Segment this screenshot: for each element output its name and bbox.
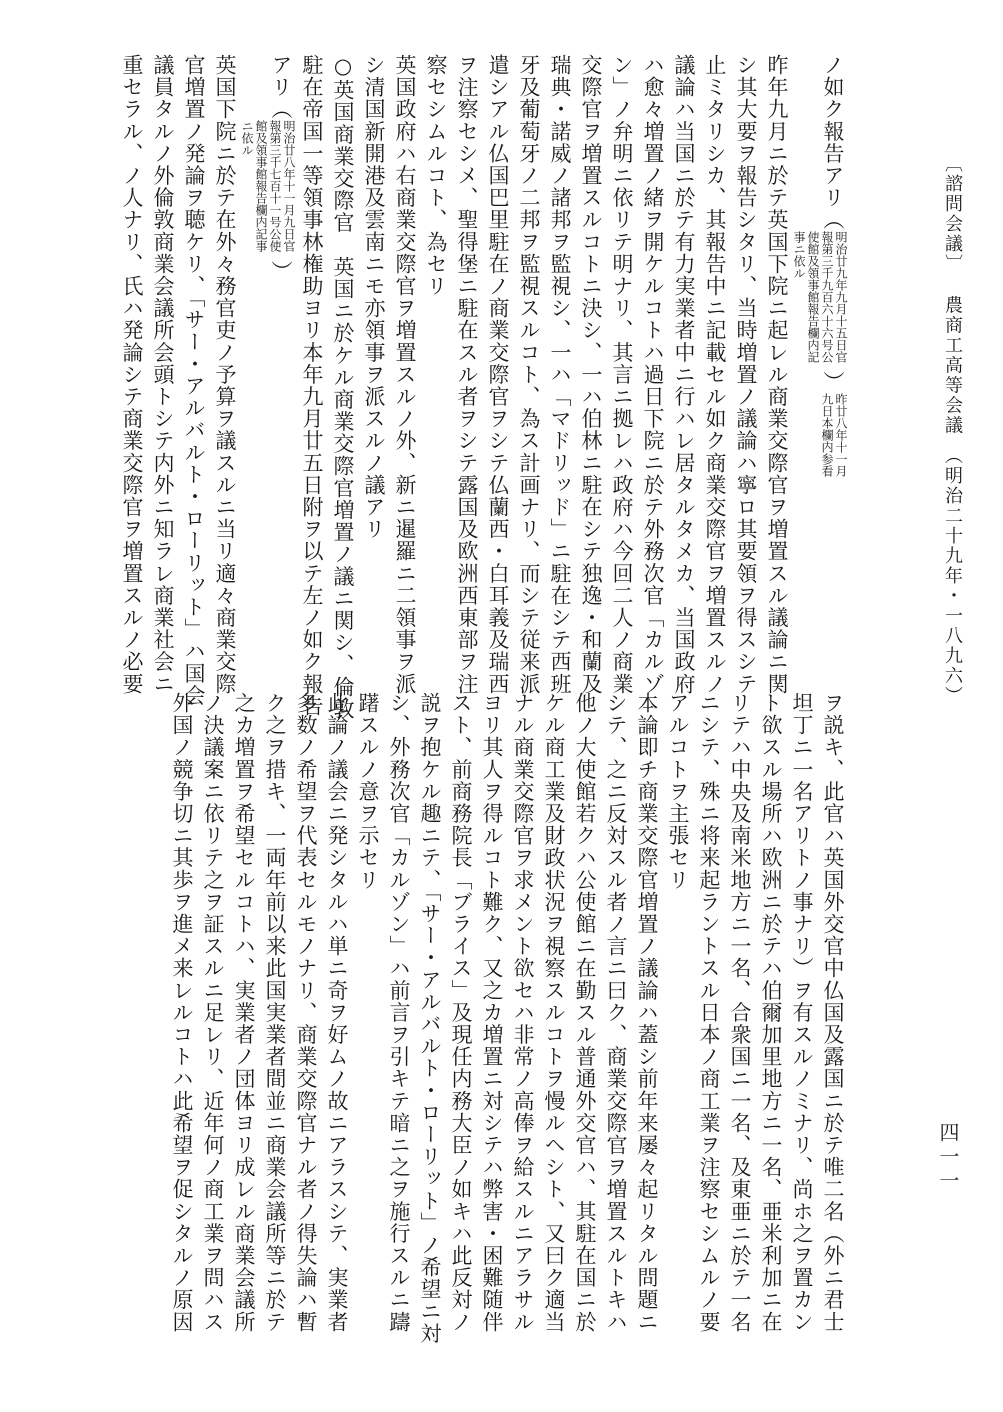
text-column: ヲ注察セシメ、聖得堡ニ駐在スル者ヲシテ露国及欧洲西東部ヲ注	[455, 54, 479, 695]
text-column: 止ミタリシカ、其報告中ニ記載セル如ク商業交際官ヲ増置スルノ	[703, 54, 727, 695]
text-column: シテ、之ニ反対スル者ノ言ニ曰ク、商業交際官ヲ増置スルトキハ	[604, 692, 628, 1333]
annotation-note: 昨廿八年十一月九日本欄内参看	[820, 392, 848, 477]
text-column: 英国下院ニ於テ在外々務官吏ノ予算ヲ議スルニ当リ適々商業交際	[213, 54, 237, 695]
text-column: 駐在帝国一等領事林権助ヨリ本年九月廿五日附ヲ以テ左ノ如ク報告	[300, 54, 324, 717]
text-column: 坦丁ニ一名アリトノ事ナリ）ヲ有スルノミナリ、尚ホ之ヲ置カン	[790, 692, 814, 1333]
text-column: ハ愈々増置ノ緒ヲ開ケルコトハ過日下院ニ於テ外務次官「カルゾ	[641, 54, 665, 695]
text-column: 英国政府ハ右商業交際官ヲ増置スルノ外、新ニ暹羅ニ二領事ヲ派	[393, 54, 417, 695]
text-column: 牙及葡萄牙ノ二邦ヲ監視スルコト、為ス計画ナリ、而シテ従来派	[517, 54, 541, 695]
text-column: ノ如ク報告アリ（明治廿九年九月十五日官報第三千九百六十六号公使館及領事館報告欄内記事ニ依ル）昨廿八年十一月九日本欄内参看	[792, 54, 848, 654]
text-column: ン」ノ弁明ニ依リテ明ナリ、其言ニ拠レハ政府ハ今回二人ノ商業	[610, 54, 634, 695]
section-heading-column: ○英国商業交際官 英国ニ於ケル商業交際官増置ノ議ニ関シ、倫敦	[331, 54, 355, 720]
text-column: ノ決議案ニ依リテ之ヲ証スルニ足レリ、近年何ノ商工業ヲ問ハス	[201, 692, 225, 1333]
upper-text-block	[120, 54, 848, 720]
running-header	[941, 154, 963, 706]
lower-text-block	[158, 692, 848, 1345]
text-column: 察セシムルコト、為セリ	[424, 54, 448, 298]
text-column: 議員タルノ外倫敦商業会議所会頭トシテ内外ニ知ラレ商業社会ニ	[151, 54, 175, 695]
text-column: 外国ノ競争切ニ其歩ヲ進メ来レルコトハ此希望ヲ促シタルノ原因	[170, 692, 194, 1333]
text-column: ト欲スル場所ハ欧洲ニ於テハ伯爾加里地方ニ一名、亜米利加ニ在	[759, 692, 783, 1333]
text-column: 此論ノ議会ニ発シタルハ単ニ奇ヲ好ムノ故ニアラスシテ、実業者	[325, 692, 349, 1333]
text-column: 躇スルノ意ヲ示セリ	[356, 692, 380, 891]
text-column: 説ヲ抱ケル趣ニテ、「サー・アルバルト・ローリット」ノ希望ニ対	[418, 692, 442, 1345]
text-column: 昨年九月ニ於テ英国下院ニ起レル商業交際官ヲ増置スル議論ニ関	[765, 54, 789, 695]
text-column: 官増置ノ発論ヲ聴ケリ、「サー・アルバルト・ローリット」ハ国会	[182, 54, 206, 707]
annotation-note: 明治廿九年九月十五日官報第三千九百六十六号公使館及領事館報告欄内記事ニ依ル	[792, 230, 848, 363]
text-column: シ清国新開港及雲南ニモ亦領事ヲ派スルノ議アリ	[362, 54, 386, 541]
text-column: アリ（明治廿八年十一月九日官報第三千七百十一号公使館及領事館報告欄内記事ニ依ル）	[240, 54, 296, 283]
text-column: 他ノ大使館若クハ公使館ニ在勤スル普通外交官ハ、其駐在国ニ於	[573, 692, 597, 1333]
header-category: 〔諮問会議〕	[942, 154, 963, 274]
text-column: シ其大要ヲ報告シタリ、当時増置ノ議論ハ寧ロ其要領ヲ得スシテ	[734, 54, 758, 695]
text-column: 之カ増置ヲ希望セルコトハ、実業者ノ団体ヨリ成レル商業会議所	[232, 692, 256, 1333]
header-title: 農商工高等会議	[942, 295, 963, 436]
text-column: ナル商業交際官ヲ求メント欲セハ非常ノ高俸ヲ給スルニアラサル	[511, 692, 535, 1333]
text-column: 重セラル、ノ人ナリ、氏ハ発論シテ商業交際官ヲ増置スルノ必要	[120, 54, 144, 695]
text-column: 議論ハ当国ニ於テ有力実業者中ニ行ハレ居タルタメカ、当国政府	[672, 54, 696, 695]
text-column: 遣シアル仏国巴里駐在ノ商業交際官ヲシテ仏蘭西・白耳義及瑞西	[486, 54, 510, 695]
header-date: （明治二十九年・一八九六）	[942, 446, 963, 707]
text-column: ク之ヲ措キ、一両年前以来此国実業者間並ニ商業会議所等ニ於テ	[263, 692, 287, 1333]
annotation-note: 明治廿八年十一月九日官報第三千七百十一号公使館及領事館報告欄内記事ニ依ル	[240, 120, 296, 253]
text-column: リテハ中央及南米地方ニ一名、合衆国ニ一名、及東亜ニ於テ一名	[728, 692, 752, 1333]
page-number: 四一一	[936, 1122, 960, 1194]
text-column: アルコトヲ主張セリ	[666, 692, 690, 891]
text-column: ニシテ、殊ニ将来起ラントスル日本ノ商工業ヲ注察セシムルノ要	[697, 692, 721, 1333]
text-column: 瑞典・諾威ノ諸邦ヲ監視シ、一ハ「マドリッド」ニ駐在シテ西班	[548, 54, 572, 695]
text-column: 本論即チ商業交際官増置ノ議論ハ蓋シ前年来屡々起リタル問題ニ	[635, 692, 659, 1333]
text-column: ヲ説キ、此官ハ英国外交官中仏国及露国ニ於テ唯二名（外ニ君士	[821, 692, 845, 1333]
text-column: ケル商工業及財政状況ヲ視察スルコトヲ慢ルヘシト、又曰ク適当	[542, 692, 566, 1333]
text-column: 交際官ヲ増置スルコトニ決シ、一ハ伯林ニ駐在シテ独逸・和蘭及	[579, 54, 603, 695]
text-column: スト、前商務院長「ブライス」及現任内務大臣ノ如キハ此反対ノ	[449, 692, 473, 1333]
text-column: 多数ノ希望ヲ代表セルモノナリ、商業交際官ナル者ノ得失論ハ暫	[294, 692, 318, 1333]
text-column: シ、外務次官「カルゾン」ハ前言ヲ引キテ暗ニ之ヲ施行スルニ躊	[387, 692, 411, 1333]
text-column: ヨリ其人ヲ得ルコト難ク、又之カ増置ニ対シテハ弊害・困難随伴	[480, 692, 504, 1333]
